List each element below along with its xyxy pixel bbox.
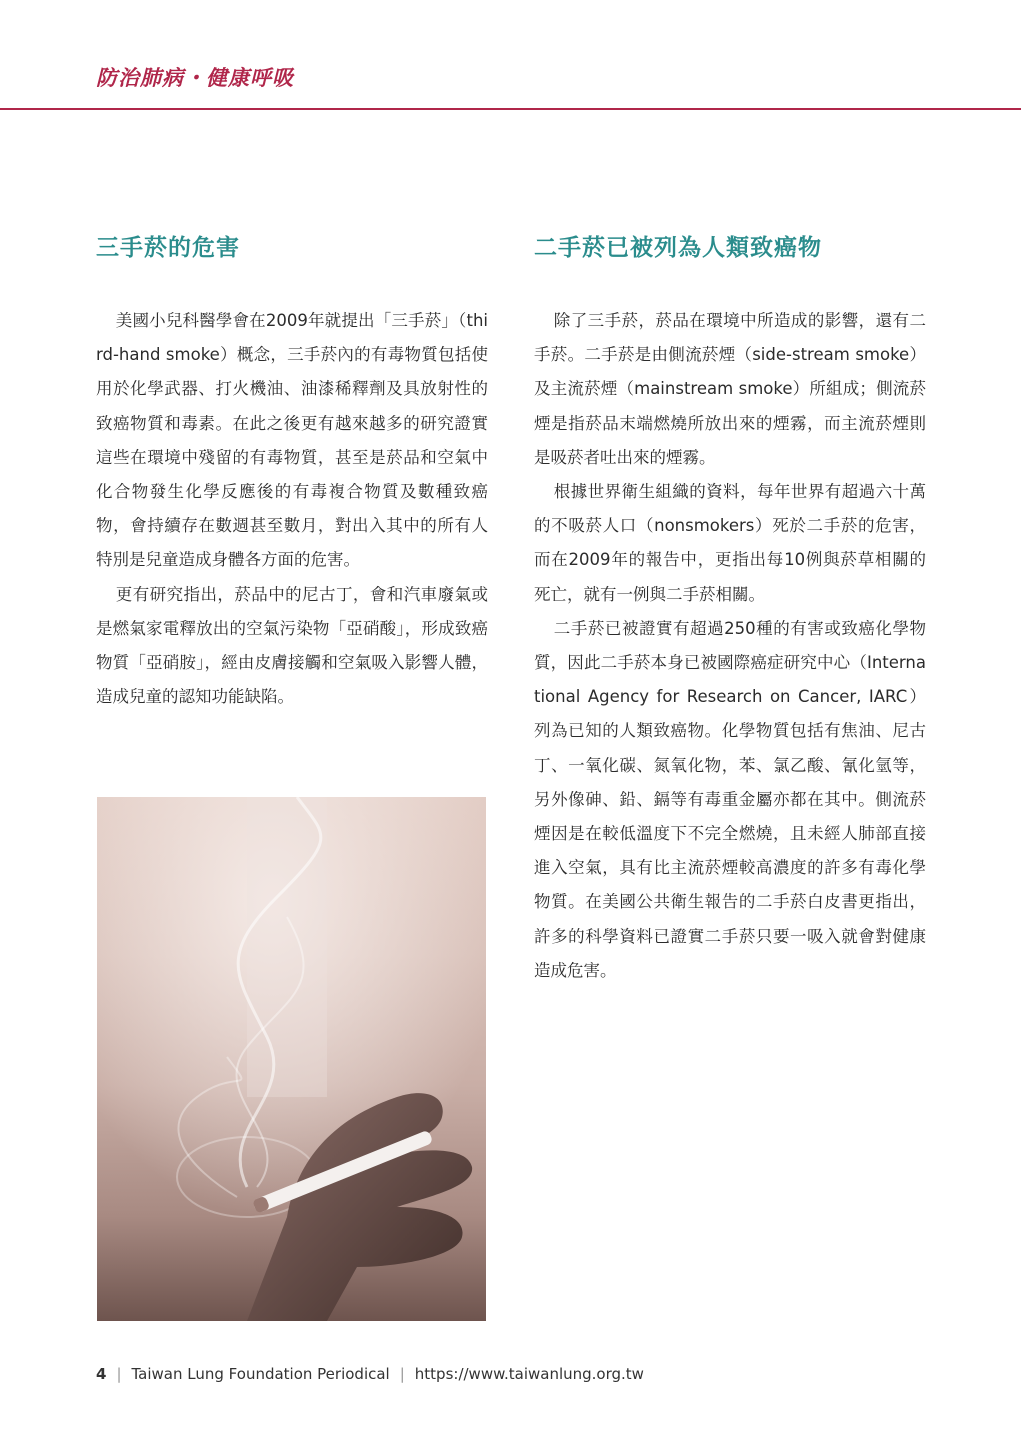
publication-name: Taiwan Lung Foundation Periodical [131, 1365, 390, 1383]
cigarette-smoke-photo [97, 797, 486, 1321]
section-heading-secondhand-smoke: 二手菸已被列為人類致癌物 [534, 235, 822, 261]
paragraph: 美國小兒科醫學會在2009年就提出「三手菸」（third-hand smoke）概念，三手菸內的有毒物質包括使用於化學武器、打火機油、油漆稀釋劑及具放射性的致癌物質和毒素。在此之後更有越來越多的研究證實這些在環境中殘留的有毒物質，甚至是菸品和空氣中化合物發生化學反應後的有毒複合物質及數種致癌物，會持續存在數週甚至數月，對出入其中的所有人特別是兒童造成身體各方面的危害。 [96, 311, 488, 570]
paragraph: 除了三手菸，菸品在環境中所造成的影響，還有二手菸。二手菸是由側流菸煙（side-stream smoke）及主流菸煙（mainstream smoke）所組成；側流菸煙是指菸品末端燃燒所放出來的煙霧，而主流菸煙則是吸菸者吐出來的煙霧。 [534, 311, 926, 467]
website-link[interactable]: https://www.taiwanlung.org.tw [414, 1365, 644, 1383]
header-title: 防治肺病・健康呼吸 [96, 65, 294, 90]
left-column [96, 226, 488, 714]
divider: | [116, 1365, 122, 1383]
section-heading-thirdhand-smoke: 三手菸的危害 [96, 235, 240, 261]
paragraph: 根據世界衛生組織的資料，每年世界有超過六十萬的不吸菸人口（nonsmokers）死於二手菸的危害，而在2009年的報告中，更指出每10例與菸草相關的死亡，就有一例與二手菸相關。 [534, 482, 926, 604]
divider: | [399, 1365, 405, 1383]
page-number: 4 [96, 1365, 107, 1383]
right-column [534, 226, 926, 988]
page-footer [96, 1365, 644, 1389]
paragraph: 二手菸已被證實有超過250種的有害或致癌化學物質，因此二手菸本身已被國際癌症研究中心（International Agency for Research on Cancer, IARC）列為已知的人類致癌物。化學物質包括有焦油、尼古丁、一氧化碳、氮氧化物，苯、氯乙酸、氰化氫等，另外像砷、鉛、鎘等有毒重金屬亦都在其中。側流菸煙因是在較低溫度下不完全燃燒，且未經人肺部直接進入空氣，具有比主流菸煙較高濃度的許多有毒化學物質。在美國公共衛生報告的二手菸白皮書更指出，許多的科學資料已證實二手菸只要一吸入就會對健康造成危害。 [534, 618, 926, 980]
page-header [0, 0, 1021, 110]
paragraph: 更有研究指出，菸品中的尼古丁，會和汽車廢氣或是燃氣家電釋放出的空氣污染物「亞硝酸」，形成致癌物質「亞硝胺」，經由皮膚接觸和空氣吸入影響人體，造成兒童的認知功能缺陷。 [96, 584, 488, 707]
